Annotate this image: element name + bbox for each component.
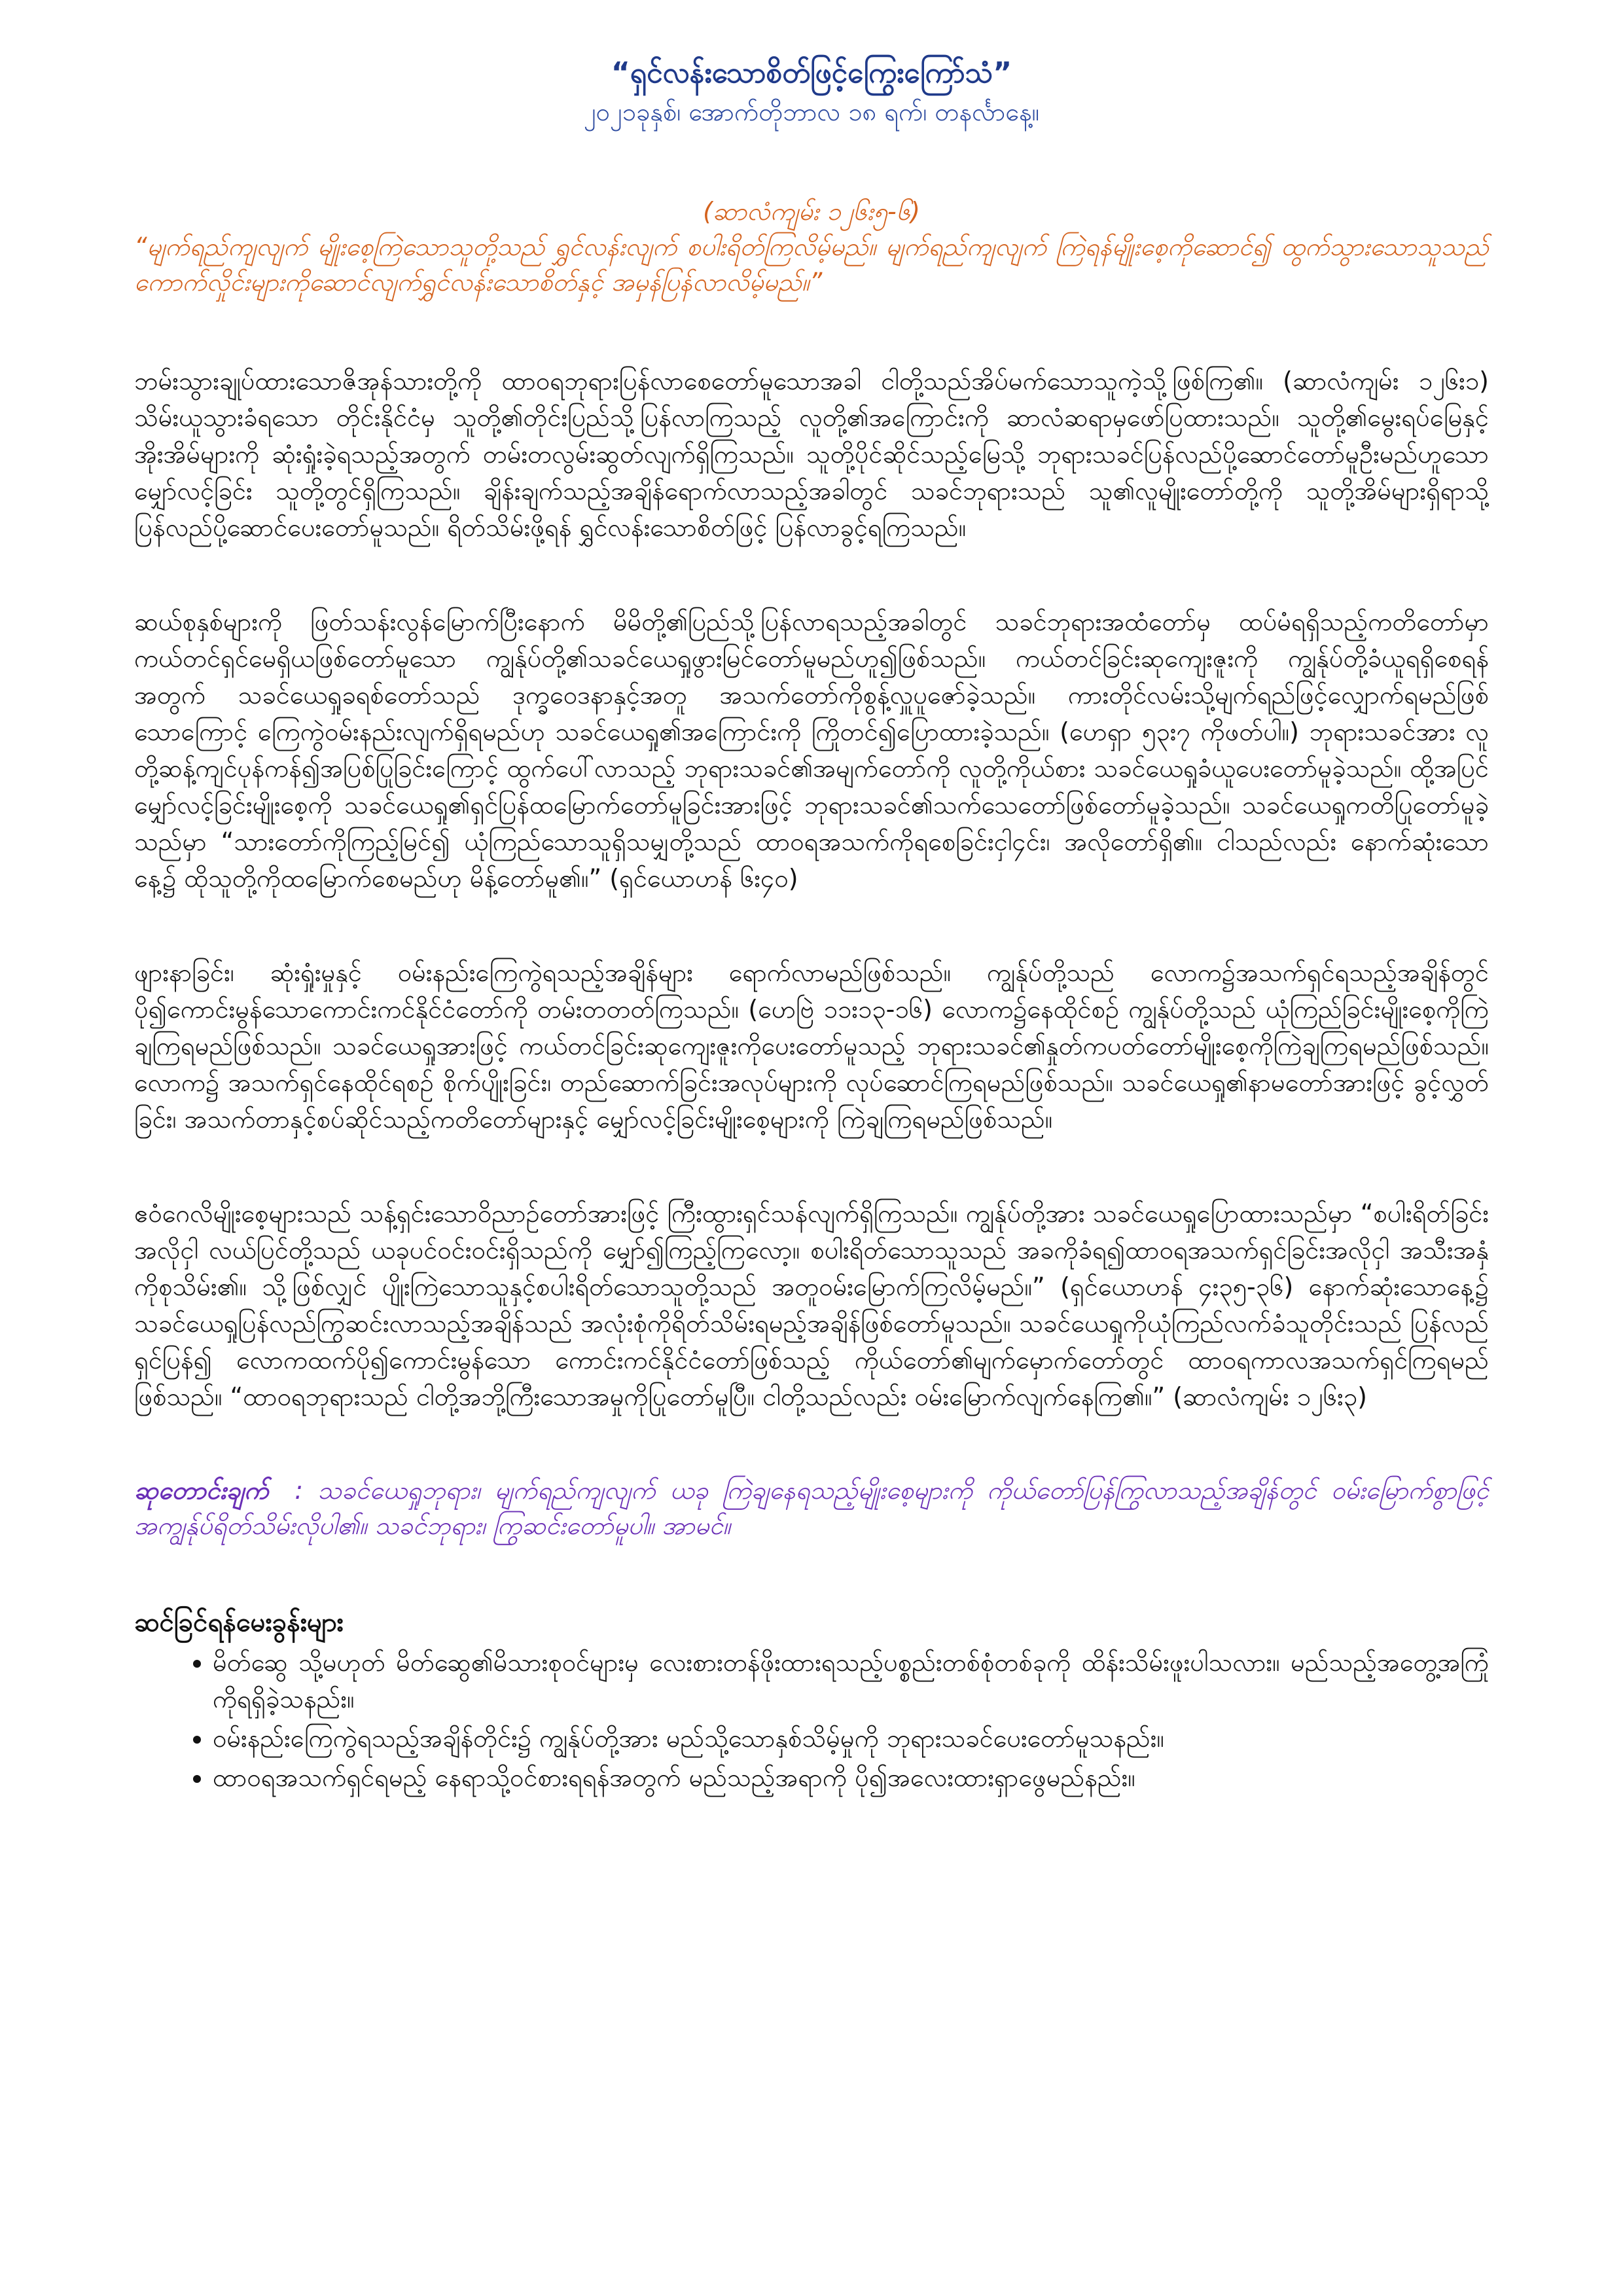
questions-heading: ဆင်ခြင်ရန်မေးခွန်းများ [134, 1607, 344, 1638]
questions-list [134, 1644, 1489, 1796]
prayer-label: ဆုတောင်းချက် [134, 1476, 269, 1505]
verse-text: “မျက်ရည်ကျလျက် မျိုးစေ့ကြဲသောသူတို့သည် ရွှင်လန်းလျက် စပါးရိတ်ကြလိမ့်မည်။ မျက်ရည်ကျလျက် ကြဲရန်မျိုးစေ့ကိုဆောင်၍ ထွက်သွားသောသူသည် ကောက်လှိုင်းများကိုဆောင်လျက်ရွှင်လန်းသောစိတ်နှင့် အမှန်ပြန်လာလိမ့်မည်။” [134, 232, 1489, 296]
question-item: • ဝမ်းနည်းကြေကွဲရသည့်အချိန်တိုင်း၌ ကျွန်ုပ်တို့အား မည်သို့သောနှစ်သိမ့်မှုကို ဘုရားသခင်ပေးတော်မူသနည်း။ [213, 1720, 1489, 1757]
prayer-text: : သခင်ယေရှုဘုရား၊ မျက်ရည်ကျလျက် ယခု ကြဲချနေရသည့်မျိုးစေ့များကို ကိုယ်တော်ပြန်ကြွလာသည့်အချိန်တွင် ဝမ်းမြောက်စွာဖြင့် အကျွန်ုပ်ရိတ်သိမ်းလိုပါ၏။ သခင်ဘုရား၊ ကြွဆင်းတော်မူပါ။ အာမင်။ [134, 1476, 1489, 1540]
body-paragraph-1: ဘမ်းသွားချုပ်ထားသောဇိအုန်သားတို့ကို ထာဝရဘုရားပြန်လာစေတော်မူသောအခါ ငါတို့သည်အိပ်မက်သောသူကဲ့သို့ဖြစ်ကြ၏။ (ဆာလံကျမ်း ၁၂၆း၁) သိမ်းယူသွားခံရသော တိုင်းနိုင်ငံမှ သူတို့၏တိုင်းပြည်သို့ပြန်လာကြသည့် လူတို့၏အကြောင်းကို ဆာလံဆရာမှဖော်ပြထားသည်။ သူတို့၏မွေးရပ်မြေနှင့်အိုးအိမ်များကို ဆုံးရှုံးခဲ့ရသည့်အတွက် တမ်းတလွမ်းဆွတ်လျက်ရှိကြသည်။ သူတို့ပိုင်ဆိုင်သည့်မြေသို့ ဘုရားသခင်ပြန်လည်ပို့ဆောင်တော်မူဦးမည်ဟူသော မျှော်လင့်ခြင်း သူတို့တွင်ရှိကြသည်။ ချိန်းချက်သည့်အချိန်ရောက်လာသည့်အခါတွင် သခင်ဘုရားသည် သူ၏လူမျိုးတော်တို့ကို သူတို့အိမ်များရှိရာသို့ပြန်လည်ပို့ဆောင်ပေးတော်မူသည်။ ရိတ်သိမ်းဖို့ရန် ရွှင်လန်းသောစိတ်ဖြင့် ပြန်လာခွင့်ရကြသည်။ [134, 367, 1489, 542]
verse-reference: (ဆာလံကျမ်း ၁၂၆း၅-၆) [703, 197, 920, 226]
question-item: • ထာဝရအသက်ရှင်ရမည့် နေရာသို့ဝင်စားရရန်အတွက် မည်သည့်အရာကို ပို၍အလေးထားရှာဖွေမည်နည်း။ [213, 1759, 1489, 1796]
body-paragraph-3: ဖျားနာခြင်း၊ ဆုံးရှုံးမှုနှင့် ဝမ်းနည်းကြေကွဲရသည့်အချိန်များ ရောက်လာမည်ဖြစ်သည်။ ကျွန်ုပ်တို့သည် လောက၌အသက်ရှင်ရသည့်အချိန်တွင် ပို၍ကောင်းမွန်သောကောင်းကင်နိုင်ငံတော်ကို တမ်းတတတ်ကြသည်။ (ဟေဗြဲ ၁၁း၁၃-၁၆) လောက၌နေထိုင်စဉ် ကျွန်ုပ်တို့သည် ယုံကြည်ခြင်းမျိုးစေ့ကိုကြဲချကြရမည်ဖြစ်သည်။ သခင်ယေရှုအားဖြင့် ကယ်တင်ခြင်းဆုကျေးဇူးကိုပေးတော်မူသည့် ဘုရားသခင်၏နှုတ်ကပတ်တော်မျိုးစေ့ကိုကြဲချကြရမည်ဖြစ်သည်။ လောက၌ အသက်ရှင်နေထိုင်ရစဉ် စိုက်ပျိုးခြင်း၊ တည်ဆောက်ခြင်းအလုပ်များကို လုပ်ဆောင်ကြရမည်ဖြစ်သည်။ သခင်ယေရှု၏နာမတော်အားဖြင့် ခွင့်လွှတ်ခြင်း၊ အသက်တာနှင့်စပ်ဆိုင်သည့်ကတိတော်များနှင့် မျှော်လင့်ခြင်းမျိုးစေ့များကို ကြဲချကြရမည်ဖြစ်သည်။ [134, 958, 1489, 1134]
question-item: • မိတ်ဆွေ သို့မဟုတ် မိတ်ဆွေ၏မိသားစုဝင်များမှ လေးစားတန်ဖိုးထားရသည့်ပစ္စည်းတစ်စုံတစ်ခုကို ထိန်းသိမ်းဖူးပါသလား။ မည်သည့်အတွေ့အကြုံကိုရရှိခဲ့သနည်း။ [213, 1644, 1489, 1717]
prayer-block [134, 1473, 1489, 1543]
body-paragraph-4: ဧဝံဂေလိမျိုးစေ့များသည် သန့်ရှင်းသောဝိညာဉ်တော်အားဖြင့် ကြီးထွားရှင်သန်လျက်ရှိကြသည်။ ကျွန်ုပ်တို့အား သခင်ယေရှုပြောထားသည်မှာ “စပါးရိတ်ခြင်းအလိုငှါ လယ်ပြင်တို့သည် ယခုပင်ဝင်းဝင်းရှိသည်ကို မျှော်၍ကြည့်ကြလော့။ စပါးရိတ်သောသူသည် အခကိုခံရ၍ထာဝရအသက်ရှင်ခြင်းအလိုငှါ အသီးအနှံကိုစုသိမ်း၏။ သို့ဖြစ်လျှင် ပျိုးကြဲသောသူနှင့်စပါးရိတ်သောသူတို့သည် အတူဝမ်းမြောက်ကြလိမ့်မည်။” (ရှင်ယောဟန် ၄း၃၅-၃၆) နောက်ဆုံးသောနေ့၌ သခင်ယေရှုပြန်လည်ကြွဆင်းလာသည့်အချိန်သည် အလုံးစုံကိုရိတ်သိမ်းရမည့်အချိန်ဖြစ်တော်မူသည်။ သခင်ယေရှုကိုယုံကြည်လက်ခံသူတိုင်းသည် ပြန်လည်ရှင်ပြန်၍ လောကထက်ပို၍ကောင်းမွန်သော ကောင်းကင်နိုင်ငံတော်ဖြစ်သည့် ကိုယ်တော်၏မျက်မှောက်တော်တွင် ထာဝရကာလအသက်ရှင်ကြရမည်ဖြစ်သည်။ “ထာဝရဘုရားသည် ငါတို့အဘို့ကြီးသောအမှုကိုပြုတော်မူပြီ။ ငါတို့သည်လည်း ဝမ်းမြောက်လျက်နေကြ၏။” (ဆာလံကျမ်း ၁၂၆း၃) [134, 1199, 1489, 1411]
body-paragraph-2: ဆယ်စုနှစ်များကို ဖြတ်သန်းလွန်မြောက်ပြီးနောက် မိမိတို့၏ပြည်သို့ပြန်လာရသည့်အခါတွင် သခင်ဘုရားအထံတော်မှ ထပ်မံရရှိသည့်ကတိတော်မှာ ကယ်တင်ရှင်မေရှိယဖြစ်တော်မူသော ကျွန်ုပ်တို့၏သခင်ယေရှုဖွားမြင်တော်မူမည်ဟူ၍ဖြစ်သည်။ ကယ်တင်ခြင်းဆုကျေးဇူးကို ကျွန်ုပ်တို့ခံယူရရှိစေရန်အတွက် သခင်ယေရှုခရစ်တော်သည် ဒုက္ခဝေဒနာနှင့်အတူ အသက်တော်ကိုစွန့်လှူပူဇော်ခဲ့သည်။ ကားတိုင်လမ်းသို့မျက်ရည်ဖြင့်လျှောက်ရမည်ဖြစ်သောကြောင့် ကြေကွဲဝမ်းနည်းလျက်ရှိရမည်ဟု သခင်ယေရှု၏အကြောင်းကို ကြိုတင်၍ပြောထားခဲ့သည်။ (ဟေရှာ ၅၃း၇ ကိုဖတ်ပါ။) ဘုရားသခင်အား လူတို့ဆန့်ကျင်ပုန်ကန်၍အပြစ်ပြုခြင်းကြောင့် ထွက်ပေါ်လာသည့် ဘုရားသခင်၏အမျက်တော်ကို လူတို့ကိုယ်စား သခင်ယေရှုခံယူပေးတော်မူခဲ့သည်။ ထို့အပြင် မျှော်လင့်ခြင်းမျိုးစေ့ကို သခင်ယေရှု၏ရှင်ပြန်ထမြောက်တော်မူခြင်းအားဖြင့် ဘုရားသခင်၏သက်သေတော်ဖြစ်တော်မူခဲ့သည်။ သခင်ယေရှုကတိပြုတော်မူခဲ့သည်မှာ “သားတော်ကိုကြည့်မြင်၍ ယုံကြည်သောသူရှိသမျှတို့သည် ထာဝရအသက်ကိုရစေခြင်းငှါ၄င်း၊ အလိုတော်ရှိ၏။ ငါသည်လည်း နောက်ဆုံးသောနေ့၌ ထိုသူတို့ကိုထမြောက်စေမည်ဟု မိန့်တော်မူ၏။” (ရှင်ယောဟန် ၆း၄၀) [134, 607, 1489, 893]
page-title: “ရှင်လန်းသောစိတ်ဖြင့်ကြွေးကြော်သံ” [611, 56, 1012, 90]
date-line: ၂၀၂၁ခုနှစ်၊ အောက်တိုဘာလ ၁၈ ရက်၊ တနင်္လာနေ့။ [583, 98, 1040, 126]
